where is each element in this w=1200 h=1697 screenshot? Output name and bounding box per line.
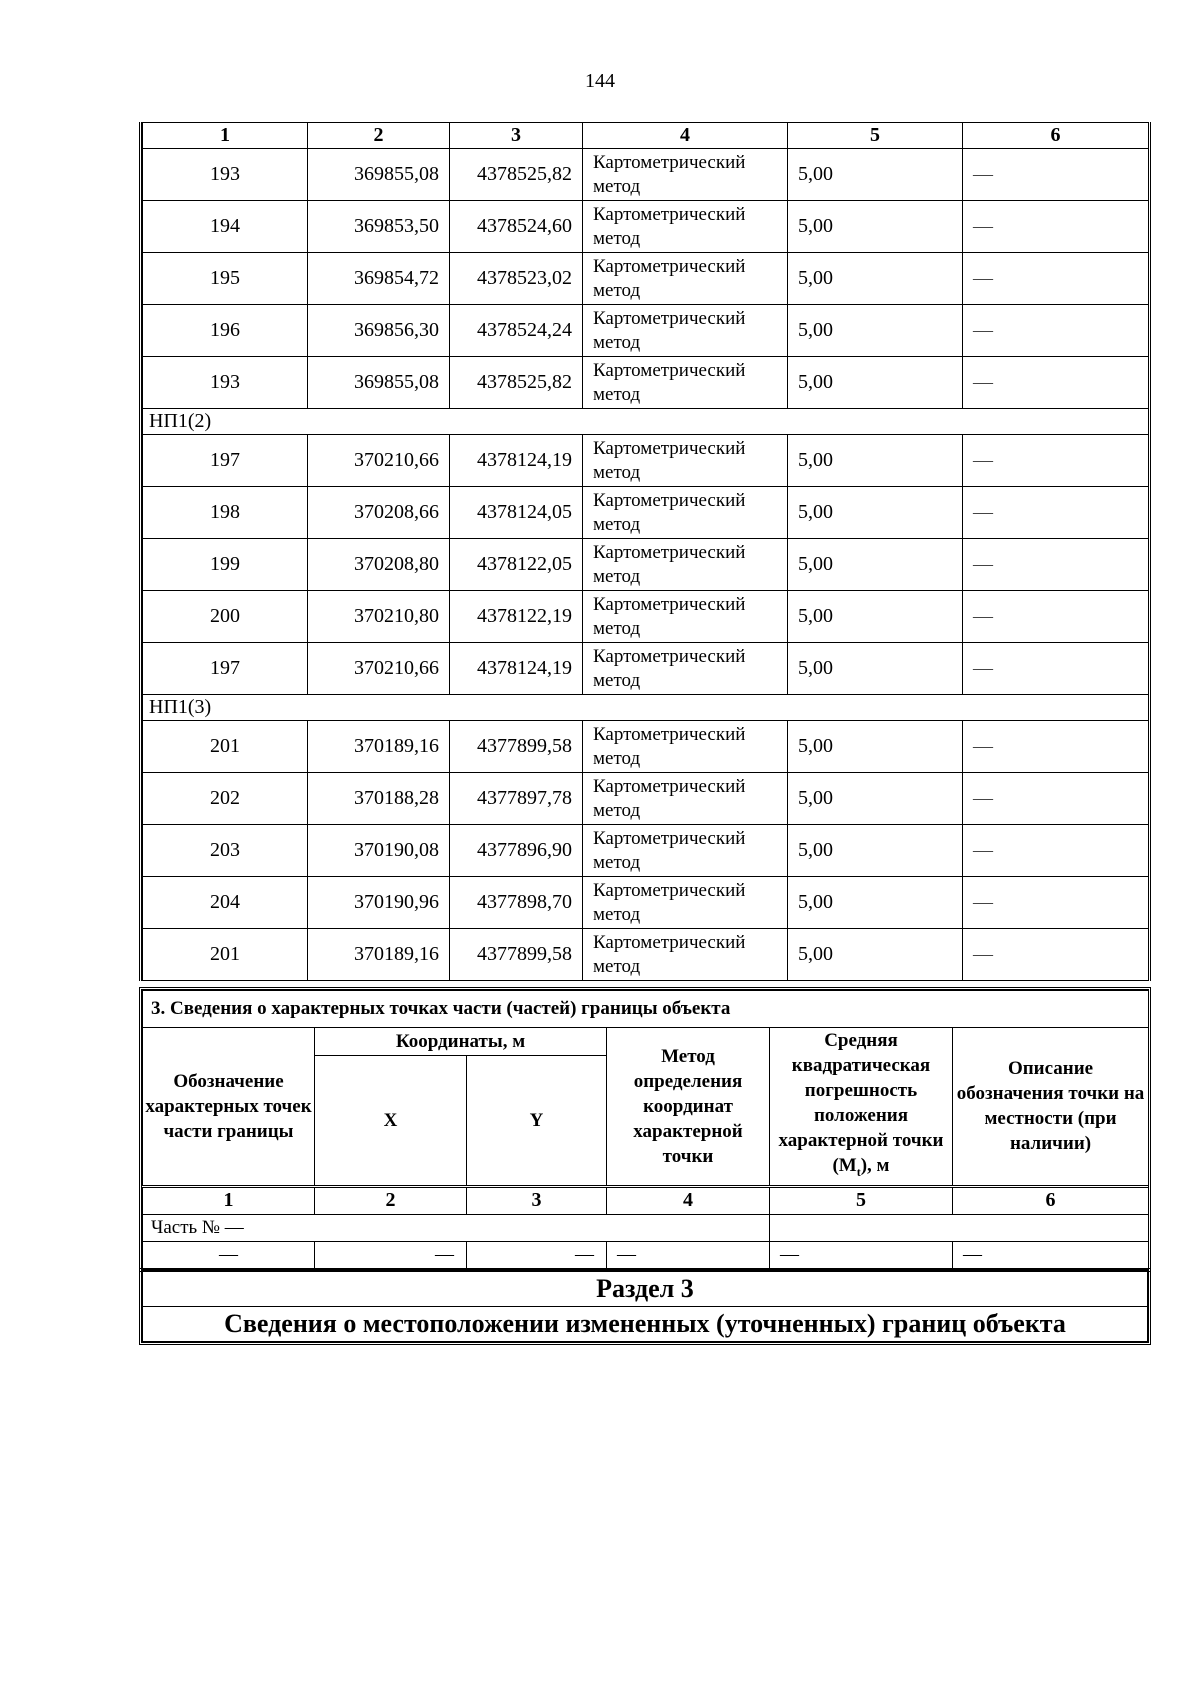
table-row [143,877,1149,929]
method-line: Картометрический [593,437,746,459]
column-number: 1 [143,1186,315,1214]
point-number: 199 [143,539,308,591]
description: — [963,773,1149,825]
accuracy: 5,00 [788,305,963,357]
table-row [143,539,1149,591]
method-line: метод [593,799,641,821]
method-line: Картометрический [593,359,746,381]
x-coordinate: 370208,80 [308,539,450,591]
table-row [143,929,1149,981]
method-line: метод [593,669,641,691]
section-subheading: Сведения о местоположении измененных (уточненных) границ объекта [143,1307,1148,1342]
method-line: Картометрический [593,645,746,667]
description: — [963,539,1149,591]
method [583,591,788,643]
section3-parts-table [139,987,1151,1272]
point-number: 193 [143,357,308,409]
method-line: Картометрический [593,489,746,511]
method-line: Картометрический [593,775,746,797]
table-row [143,305,1149,357]
page-number: 144 [585,70,615,92]
method-line: метод [593,565,641,587]
method-line: метод [593,279,641,301]
x-coordinate: 370189,16 [308,721,450,773]
table-row [143,825,1149,877]
group-label: НП1(2) [143,409,1149,435]
x-coordinate: 370210,80 [308,591,450,643]
method-line: метод [593,955,641,977]
table-row [143,435,1149,487]
part-label: Часть № — [143,1214,770,1241]
point-number: 203 [143,825,308,877]
y-coordinate: 4378124,05 [450,487,583,539]
x-coordinate: 370210,66 [308,435,450,487]
point-number: 198 [143,487,308,539]
x-coordinate: 369856,30 [308,305,450,357]
method [583,877,788,929]
method [583,539,788,591]
y-coordinate: 4377898,70 [450,877,583,929]
table-row [143,721,1149,773]
header-description: Описание обозначения точки на местности (при наличии) [953,1028,1149,1187]
x-coordinate: 369853,50 [308,201,450,253]
method-line: Картометрический [593,879,746,901]
next-section-heading [139,1268,1151,1345]
description: — [963,825,1149,877]
table-row [143,487,1149,539]
method-line: Картометрический [593,203,746,225]
y-coordinate: 4378524,24 [450,305,583,357]
method-line: Картометрический [593,541,746,563]
empty-cell: — [467,1241,607,1268]
description: — [963,305,1149,357]
method-line: метод [593,617,641,639]
empty-cell: — [953,1241,1149,1268]
method-line: метод [593,331,641,353]
method-line: Картометрический [593,827,746,849]
y-coordinate: 4377899,58 [450,721,583,773]
section-title: 3. Сведения о характерных точках части (частей) границы объекта [143,991,1149,1028]
accuracy: 5,00 [788,435,963,487]
coordinates-table [139,122,1151,981]
table-row [143,357,1149,409]
table-row [143,201,1149,253]
empty-cell: — [143,1241,315,1268]
x-coordinate: 370188,28 [308,773,450,825]
description: — [963,487,1149,539]
empty-cell: — [607,1241,770,1268]
table-row [143,643,1149,695]
y-coordinate: 4378124,19 [450,643,583,695]
method-line: метод [593,383,641,405]
description: — [963,929,1149,981]
description: — [963,877,1149,929]
header-accuracy-subscript: t [856,1164,861,1179]
method [583,773,788,825]
accuracy: 5,00 [788,825,963,877]
accuracy: 5,00 [788,721,963,773]
method [583,305,788,357]
x-coordinate: 370190,96 [308,877,450,929]
y-coordinate: 4377897,78 [450,773,583,825]
method-line: метод [593,175,641,197]
y-coordinate: 4378122,05 [450,539,583,591]
point-number: 196 [143,305,308,357]
group-row [143,409,1149,435]
description: — [963,149,1149,201]
group-row [143,695,1149,721]
column-number-row [143,123,1149,149]
column-number: 3 [450,123,583,149]
method-line: метод [593,513,641,535]
accuracy: 5,00 [788,643,963,695]
method-line: Картометрический [593,931,746,953]
section-heading: Раздел 3 [143,1272,1148,1307]
header-accuracy [770,1028,953,1187]
method [583,357,788,409]
column-number: 5 [788,123,963,149]
description: — [963,201,1149,253]
point-number: 200 [143,591,308,643]
header-accuracy-text: Средняя квадратическая погрешность положения характерной точки (M [778,1030,944,1176]
column-number: 6 [963,123,1149,149]
x-coordinate: 370190,08 [308,825,450,877]
x-coordinate: 369854,72 [308,253,450,305]
description: — [963,643,1149,695]
method-line: Картометрический [593,723,746,745]
column-number: 6 [953,1186,1149,1214]
method [583,825,788,877]
y-coordinate: 4378525,82 [450,357,583,409]
method-line: метод [593,461,641,483]
accuracy: 5,00 [788,929,963,981]
x-coordinate: 370189,16 [308,929,450,981]
method-line: Картометрический [593,255,746,277]
description: — [963,721,1149,773]
part-label-empty [770,1214,1149,1241]
y-coordinate: 4377896,90 [450,825,583,877]
header-y: Y [467,1056,607,1187]
column-number: 4 [583,123,788,149]
table-row [143,773,1149,825]
point-number: 194 [143,201,308,253]
y-coordinate: 4378124,19 [450,435,583,487]
method [583,201,788,253]
table-row [143,149,1149,201]
empty-cell: — [315,1241,467,1268]
column-number: 3 [467,1186,607,1214]
accuracy: 5,00 [788,357,963,409]
x-coordinate: 370208,66 [308,487,450,539]
accuracy: 5,00 [788,149,963,201]
point-number: 201 [143,929,308,981]
method [583,929,788,981]
description: — [963,357,1149,409]
y-coordinate: 4378525,82 [450,149,583,201]
point-number: 193 [143,149,308,201]
method-line: Картометрический [593,307,746,329]
header-coordinates: Координаты, м [315,1028,607,1056]
point-number: 195 [143,253,308,305]
method [583,487,788,539]
header-designation: Обозначение характерных точек части границы [143,1028,315,1187]
description: — [963,435,1149,487]
point-number: 197 [143,643,308,695]
x-coordinate: 369855,08 [308,149,450,201]
table-row [143,253,1149,305]
accuracy: 5,00 [788,253,963,305]
accuracy: 5,00 [788,877,963,929]
method-line: метод [593,903,641,925]
x-coordinate: 370210,66 [308,643,450,695]
method [583,721,788,773]
point-number: 204 [143,877,308,929]
column-number: 5 [770,1186,953,1214]
accuracy: 5,00 [788,487,963,539]
header-x: X [315,1056,467,1187]
method-line: Картометрический [593,593,746,615]
column-number: 1 [143,123,308,149]
header-method: Метод определения координат характерной точки [607,1028,770,1187]
accuracy: 5,00 [788,773,963,825]
description: — [963,591,1149,643]
description: — [963,253,1149,305]
header-accuracy-unit: ), м [860,1155,890,1176]
point-number: 197 [143,435,308,487]
accuracy: 5,00 [788,539,963,591]
method [583,253,788,305]
accuracy: 5,00 [788,201,963,253]
group-label: НП1(3) [143,695,1149,721]
method [583,435,788,487]
point-number: 202 [143,773,308,825]
y-coordinate: 4377899,58 [450,929,583,981]
column-number: 4 [607,1186,770,1214]
method-line: Картометрический [593,151,746,173]
column-number: 2 [308,123,450,149]
method-line: метод [593,227,641,249]
method-line: метод [593,747,641,769]
table-row [143,591,1149,643]
point-number: 201 [143,721,308,773]
y-coordinate: 4378122,19 [450,591,583,643]
empty-cell: — [770,1241,953,1268]
column-number: 2 [315,1186,467,1214]
x-coordinate: 369855,08 [308,357,450,409]
y-coordinate: 4378523,02 [450,253,583,305]
accuracy: 5,00 [788,591,963,643]
method-line: метод [593,851,641,873]
y-coordinate: 4378524,60 [450,201,583,253]
method [583,643,788,695]
method [583,149,788,201]
